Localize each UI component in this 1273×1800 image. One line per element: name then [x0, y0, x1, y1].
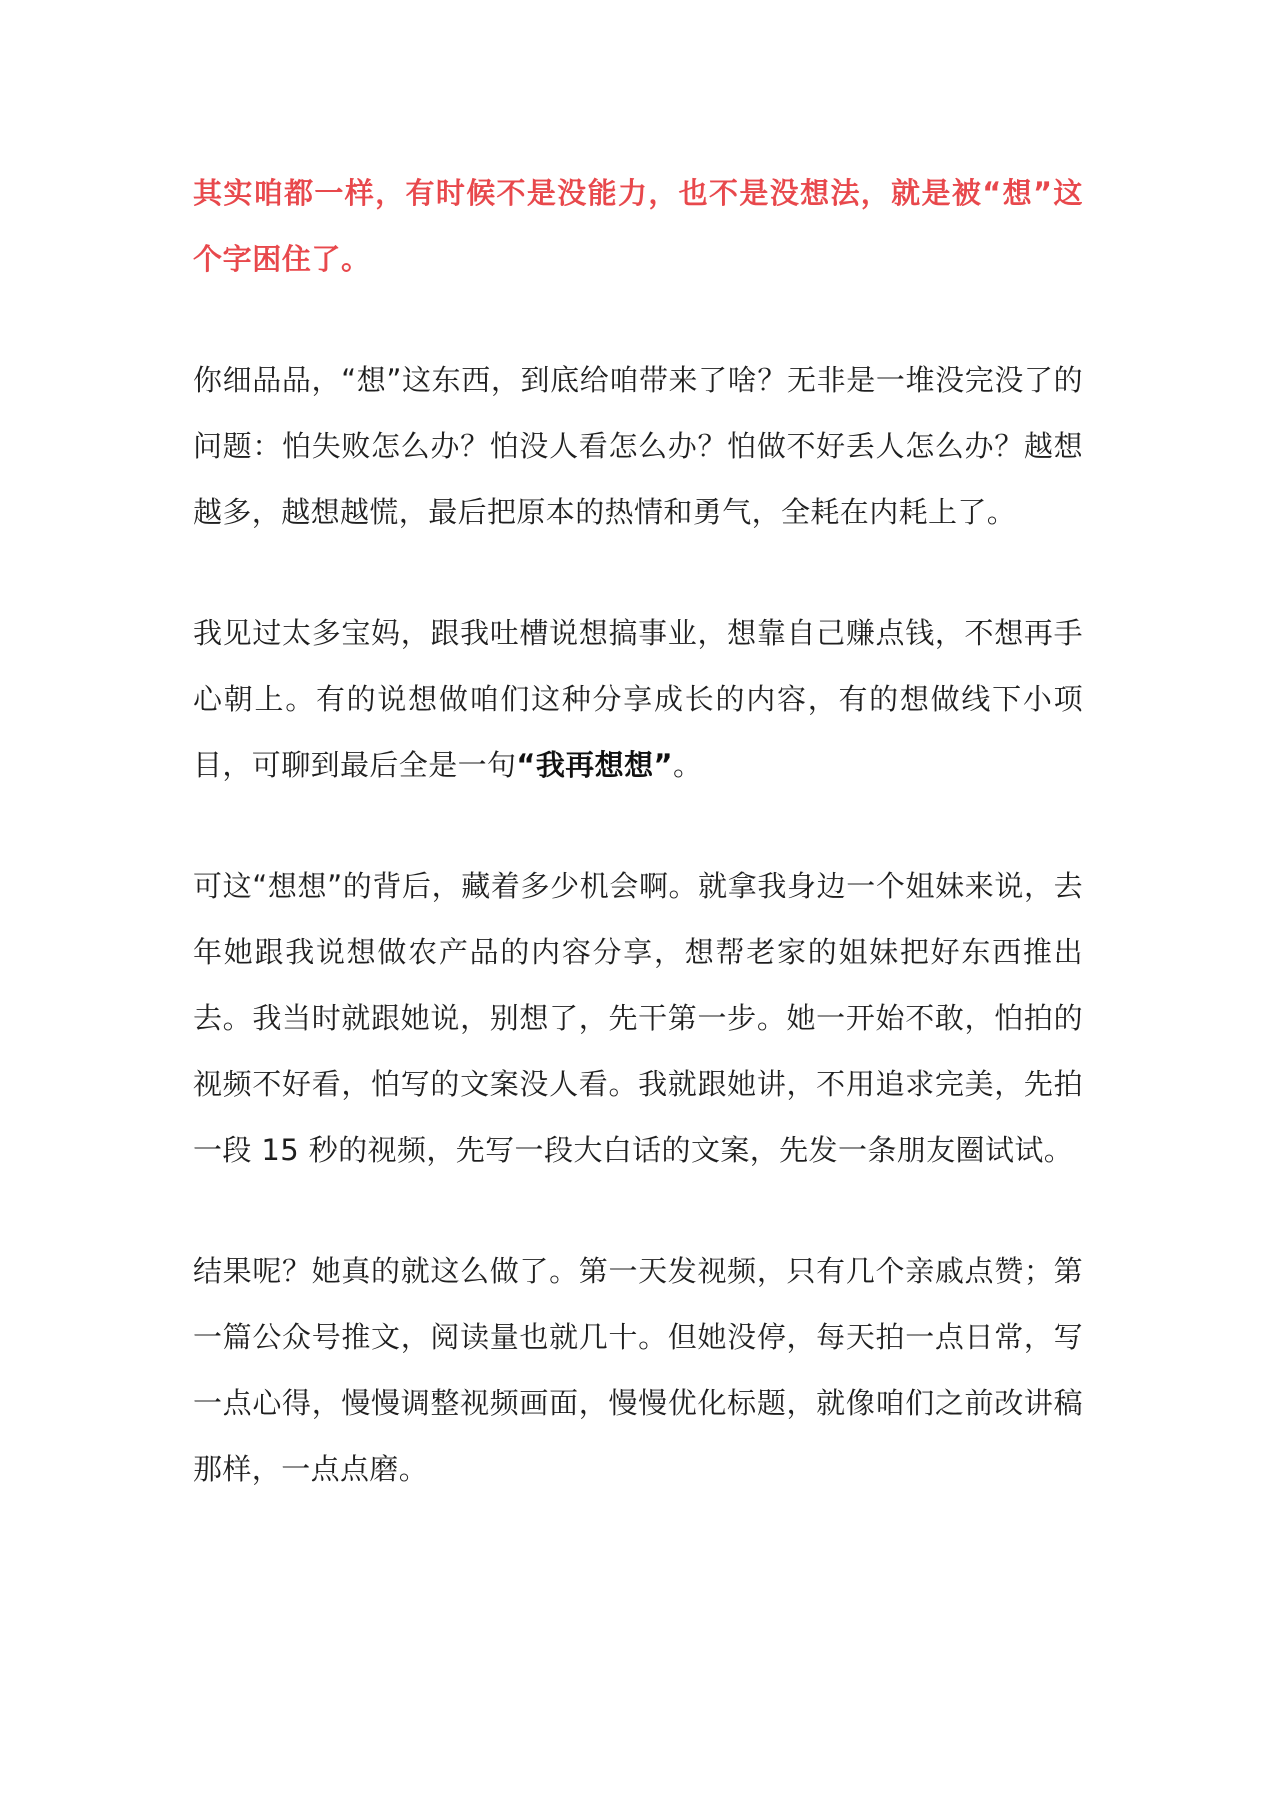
paragraph-text-end: 。 [672, 748, 703, 782]
paragraph-text: 我见过太多宝妈，跟我吐槽说想搞事业，想靠自己赚点钱，不想再手心朝上。有的说想做咱们这种分享成长的内容，有的想做线下小项目，可聊到最后全是一句 [193, 616, 1083, 782]
article-body [193, 160, 1083, 1502]
highlight-paragraph: 其实咱都一样，有时候不是没能力，也不是没想法，就是被“想”这个字困住了。 [193, 176, 1083, 276]
body-paragraph-2 [193, 600, 1083, 798]
body-paragraph-1: 你细品品，“想”这东西，到底给咱带来了啥？无非是一堆没完没了的问题：怕失败怎么办？怕没人看怎么办？怕做不好丢人怎么办？越想越多，越想越慌，最后把原本的热情和勇气，全耗在内耗上了。 [193, 363, 1083, 529]
body-paragraph-4: 结果呢？她真的就这么做了。第一天发视频，只有几个亲戚点赞；第一篇公众号推文，阅读量也就几十。但她没停，每天拍一点日常，写一点心得，慢慢调整视频画面，慢慢优化标题，就像咱们之前改讲稿那样，一点点磨。 [193, 1254, 1083, 1486]
body-paragraph-3: 可这“想想”的背后，藏着多少机会啊。就拿我身边一个姐妹来说，去年她跟我说想做农产品的内容分享，想帮老家的姐妹把好东西推出去。我当时就跟她说，别想了，先干第一步。她一开始不敢，怕拍的视频不好看，怕写的文案没人看。我就跟她讲，不用追求完美，先拍一段 15 秒的视频，先写一段大白话的文案，先发一条朋友圈试试。 [193, 869, 1083, 1167]
bold-quote: “我再想想” [516, 748, 673, 782]
